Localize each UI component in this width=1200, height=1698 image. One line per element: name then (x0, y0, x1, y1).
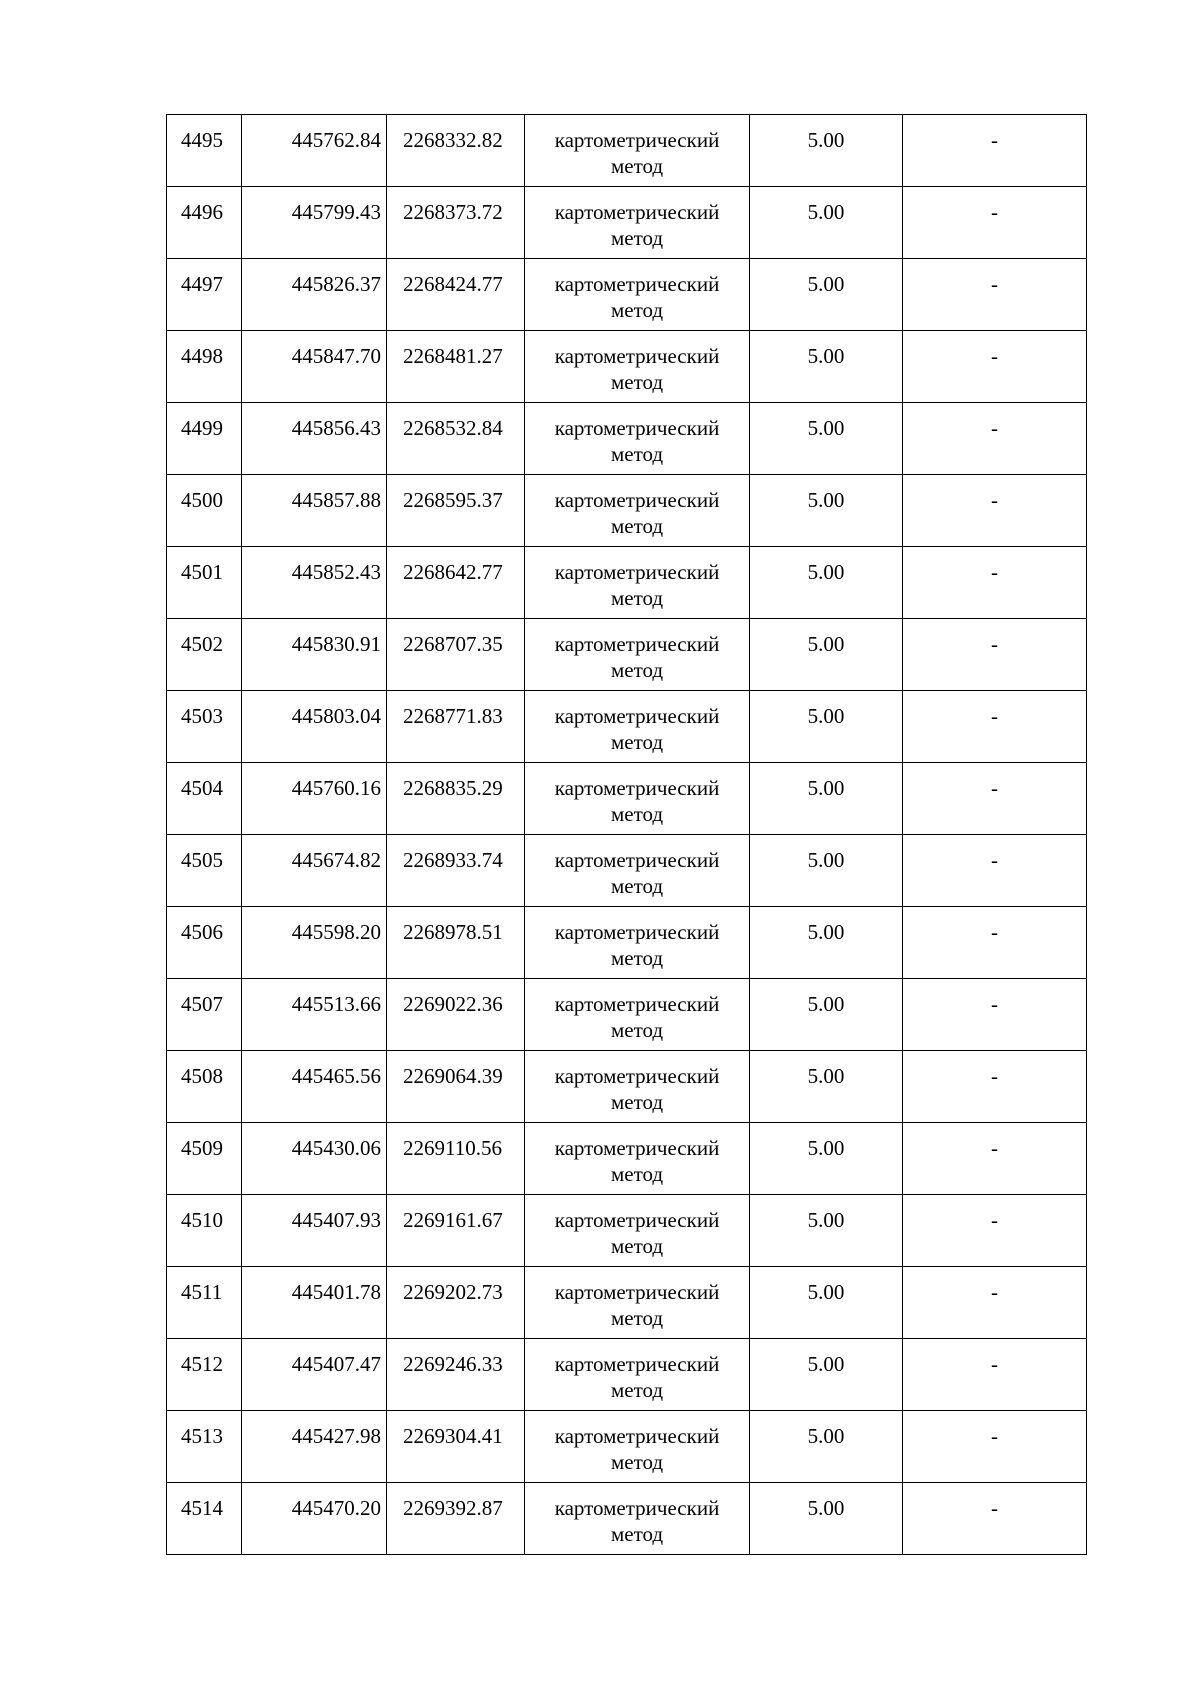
accuracy-cell: 5.00 (750, 619, 903, 691)
y-coordinate-cell: 2268933.74 (387, 835, 525, 907)
note-cell: - (903, 475, 1087, 547)
y-coordinate-cell: 2269161.67 (387, 1195, 525, 1267)
method-line-2: метод (610, 1450, 664, 1474)
point-number-cell: 4496 (167, 187, 242, 259)
note-cell: - (903, 1195, 1087, 1267)
x-coordinate-cell: 445470.20 (242, 1483, 387, 1555)
method-cell (525, 1051, 750, 1123)
x-coordinate-cell: 445847.70 (242, 331, 387, 403)
method-cell (525, 619, 750, 691)
y-coordinate-cell: 2268771.83 (387, 691, 525, 763)
x-coordinate-cell: 445401.78 (242, 1267, 387, 1339)
point-number-cell: 4510 (167, 1195, 242, 1267)
method-line-1: картометрический (554, 1208, 720, 1232)
point-number-cell: 4513 (167, 1411, 242, 1483)
method-line-1: картометрический (554, 1352, 720, 1376)
x-coordinate-cell: 445856.43 (242, 403, 387, 475)
method-line-2: метод (610, 1162, 664, 1186)
note-cell: - (903, 1051, 1087, 1123)
x-coordinate-cell: 445857.88 (242, 475, 387, 547)
accuracy-cell: 5.00 (750, 331, 903, 403)
point-number-cell: 4508 (167, 1051, 242, 1123)
y-coordinate-cell: 2268424.77 (387, 259, 525, 331)
method-line-1: картометрический (554, 704, 720, 728)
note-cell: - (903, 259, 1087, 331)
method-line-2: метод (610, 802, 664, 826)
y-coordinate-cell: 2268595.37 (387, 475, 525, 547)
table-row (167, 1339, 1087, 1411)
accuracy-cell: 5.00 (750, 403, 903, 475)
method-line-2: метод (610, 946, 664, 970)
accuracy-cell: 5.00 (750, 1483, 903, 1555)
table-row (167, 331, 1087, 403)
method-cell (525, 979, 750, 1051)
method-cell (525, 1267, 750, 1339)
x-coordinate-cell: 445760.16 (242, 763, 387, 835)
point-number-cell: 4511 (167, 1267, 242, 1339)
y-coordinate-cell: 2268481.27 (387, 331, 525, 403)
method-line-2: метод (610, 1018, 664, 1042)
coordinates-table-body (167, 115, 1087, 1555)
table-row (167, 187, 1087, 259)
table-row (167, 619, 1087, 691)
accuracy-cell: 5.00 (750, 1051, 903, 1123)
y-coordinate-cell: 2269110.56 (387, 1123, 525, 1195)
method-line-2: метод (610, 298, 664, 322)
note-cell: - (903, 187, 1087, 259)
method-line-2: метод (610, 442, 664, 466)
method-cell (525, 259, 750, 331)
method-cell (525, 691, 750, 763)
table-row (167, 691, 1087, 763)
method-line-2: метод (610, 226, 664, 250)
point-number-cell: 4498 (167, 331, 242, 403)
y-coordinate-cell: 2268707.35 (387, 619, 525, 691)
y-coordinate-cell: 2268332.82 (387, 115, 525, 187)
x-coordinate-cell: 445465.56 (242, 1051, 387, 1123)
method-line-1: картометрический (554, 344, 720, 368)
method-line-1: картометрический (554, 416, 720, 440)
point-number-cell: 4506 (167, 907, 242, 979)
note-cell: - (903, 1411, 1087, 1483)
note-cell: - (903, 619, 1087, 691)
point-number-cell: 4509 (167, 1123, 242, 1195)
accuracy-cell: 5.00 (750, 1267, 903, 1339)
accuracy-cell: 5.00 (750, 835, 903, 907)
method-cell (525, 187, 750, 259)
x-coordinate-cell: 445430.06 (242, 1123, 387, 1195)
accuracy-cell: 5.00 (750, 547, 903, 619)
method-cell (525, 475, 750, 547)
method-line-1: картометрический (554, 992, 720, 1016)
y-coordinate-cell: 2268835.29 (387, 763, 525, 835)
method-line-1: картометрический (554, 560, 720, 584)
table-row (167, 1195, 1087, 1267)
note-cell: - (903, 403, 1087, 475)
table-row (167, 1267, 1087, 1339)
point-number-cell: 4507 (167, 979, 242, 1051)
method-cell (525, 763, 750, 835)
point-number-cell: 4505 (167, 835, 242, 907)
method-line-1: картометрический (554, 1064, 720, 1088)
table-row (167, 475, 1087, 547)
x-coordinate-cell: 445799.43 (242, 187, 387, 259)
note-cell: - (903, 763, 1087, 835)
note-cell: - (903, 691, 1087, 763)
method-cell (525, 1483, 750, 1555)
accuracy-cell: 5.00 (750, 187, 903, 259)
method-line-1: картометрический (554, 1280, 720, 1304)
accuracy-cell: 5.00 (750, 691, 903, 763)
method-line-1: картометрический (554, 848, 720, 872)
table-row (167, 979, 1087, 1051)
y-coordinate-cell: 2269246.33 (387, 1339, 525, 1411)
method-line-1: картометрический (554, 1136, 720, 1160)
method-line-1: картометрический (554, 128, 720, 152)
x-coordinate-cell: 445826.37 (242, 259, 387, 331)
point-number-cell: 4502 (167, 619, 242, 691)
note-cell: - (903, 1267, 1087, 1339)
note-cell: - (903, 331, 1087, 403)
x-coordinate-cell: 445513.66 (242, 979, 387, 1051)
x-coordinate-cell: 445803.04 (242, 691, 387, 763)
y-coordinate-cell: 2269202.73 (387, 1267, 525, 1339)
method-cell (525, 1195, 750, 1267)
note-cell: - (903, 835, 1087, 907)
note-cell: - (903, 547, 1087, 619)
method-line-2: метод (610, 1306, 664, 1330)
method-line-1: картометрический (554, 488, 720, 512)
method-line-1: картометрический (554, 272, 720, 296)
method-line-2: метод (610, 874, 664, 898)
point-number-cell: 4514 (167, 1483, 242, 1555)
method-line-1: картометрический (554, 1424, 720, 1448)
coordinates-table (166, 114, 1087, 1555)
method-line-1: картометрический (554, 1496, 720, 1520)
x-coordinate-cell: 445674.82 (242, 835, 387, 907)
note-cell: - (903, 1483, 1087, 1555)
point-number-cell: 4497 (167, 259, 242, 331)
method-cell (525, 835, 750, 907)
method-line-1: картометрический (554, 200, 720, 224)
x-coordinate-cell: 445427.98 (242, 1411, 387, 1483)
y-coordinate-cell: 2269064.39 (387, 1051, 525, 1123)
method-cell (525, 1123, 750, 1195)
point-number-cell: 4495 (167, 115, 242, 187)
accuracy-cell: 5.00 (750, 763, 903, 835)
note-cell: - (903, 1123, 1087, 1195)
accuracy-cell: 5.00 (750, 907, 903, 979)
point-number-cell: 4504 (167, 763, 242, 835)
point-number-cell: 4503 (167, 691, 242, 763)
note-cell: - (903, 1339, 1087, 1411)
accuracy-cell: 5.00 (750, 115, 903, 187)
y-coordinate-cell: 2269392.87 (387, 1483, 525, 1555)
table-row (167, 259, 1087, 331)
table-row (167, 403, 1087, 475)
accuracy-cell: 5.00 (750, 1123, 903, 1195)
accuracy-cell: 5.00 (750, 475, 903, 547)
method-line-2: метод (610, 1522, 664, 1546)
table-row (167, 1483, 1087, 1555)
y-coordinate-cell: 2268373.72 (387, 187, 525, 259)
method-cell (525, 403, 750, 475)
method-line-2: метод (610, 1378, 664, 1402)
accuracy-cell: 5.00 (750, 1411, 903, 1483)
method-line-2: метод (610, 586, 664, 610)
method-line-2: метод (610, 370, 664, 394)
point-number-cell: 4500 (167, 475, 242, 547)
method-line-2: метод (610, 730, 664, 754)
method-line-2: метод (610, 1234, 664, 1258)
table-row (167, 1051, 1087, 1123)
method-cell (525, 115, 750, 187)
y-coordinate-cell: 2269304.41 (387, 1411, 525, 1483)
x-coordinate-cell: 445407.47 (242, 1339, 387, 1411)
method-line-1: картометрический (554, 920, 720, 944)
method-cell (525, 1411, 750, 1483)
method-line-1: картометрический (554, 776, 720, 800)
method-cell (525, 547, 750, 619)
x-coordinate-cell: 445852.43 (242, 547, 387, 619)
accuracy-cell: 5.00 (750, 979, 903, 1051)
x-coordinate-cell: 445830.91 (242, 619, 387, 691)
x-coordinate-cell: 445407.93 (242, 1195, 387, 1267)
method-cell (525, 907, 750, 979)
method-cell (525, 331, 750, 403)
method-line-1: картометрический (554, 632, 720, 656)
table-row (167, 907, 1087, 979)
accuracy-cell: 5.00 (750, 1339, 903, 1411)
table-row (167, 1123, 1087, 1195)
table-row (167, 763, 1087, 835)
method-line-2: метод (610, 154, 664, 178)
table-row (167, 1411, 1087, 1483)
y-coordinate-cell: 2268642.77 (387, 547, 525, 619)
y-coordinate-cell: 2268532.84 (387, 403, 525, 475)
table-row (167, 547, 1087, 619)
method-cell (525, 1339, 750, 1411)
note-cell: - (903, 979, 1087, 1051)
table-row (167, 115, 1087, 187)
table-row (167, 835, 1087, 907)
point-number-cell: 4499 (167, 403, 242, 475)
method-line-2: метод (610, 1090, 664, 1114)
y-coordinate-cell: 2268978.51 (387, 907, 525, 979)
accuracy-cell: 5.00 (750, 259, 903, 331)
y-coordinate-cell: 2269022.36 (387, 979, 525, 1051)
note-cell: - (903, 115, 1087, 187)
x-coordinate-cell: 445762.84 (242, 115, 387, 187)
point-number-cell: 4501 (167, 547, 242, 619)
method-line-2: метод (610, 658, 664, 682)
note-cell: - (903, 907, 1087, 979)
x-coordinate-cell: 445598.20 (242, 907, 387, 979)
point-number-cell: 4512 (167, 1339, 242, 1411)
accuracy-cell: 5.00 (750, 1195, 903, 1267)
method-line-2: метод (610, 514, 664, 538)
